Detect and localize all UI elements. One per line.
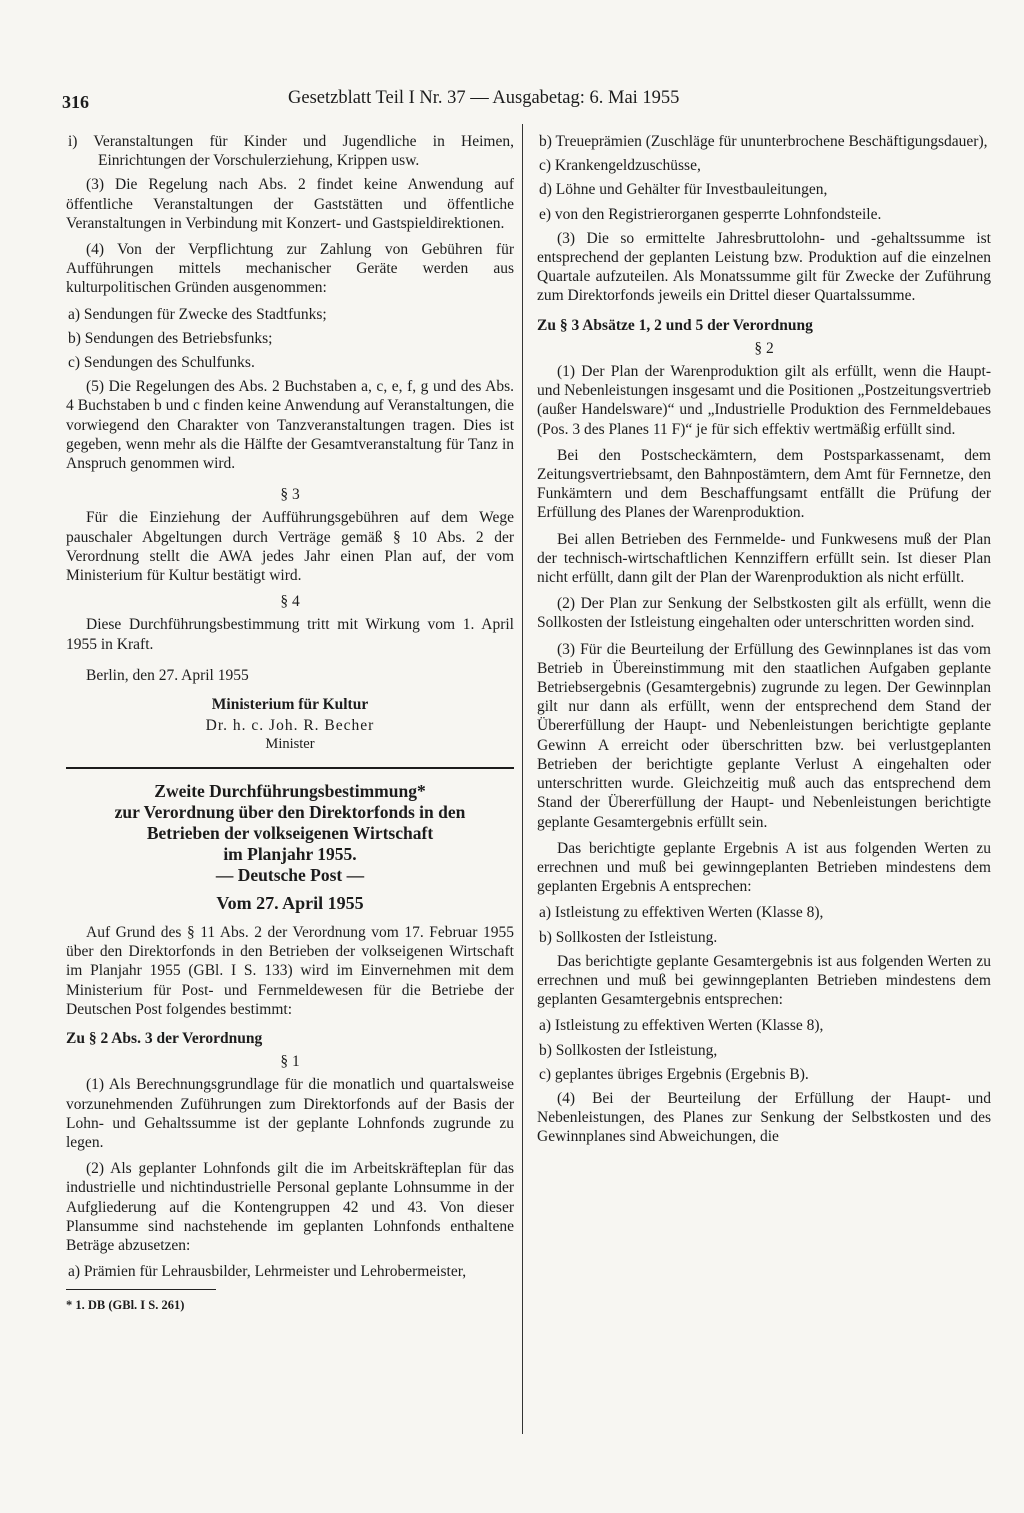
list-item: a) Istleistung zu effektiven Werten (Klasse 8), <box>539 904 824 922</box>
signature-name: Dr. h. c. Joh. R. Becher <box>205 717 375 735</box>
paragraph: (3) Die Regelung nach Abs. 2 findet keine Anwendung auf öffentliche Veranstaltungen der Gaststätten und öffentliche Veranstaltungen in Verbindung mit Konzert- und Gastspieldirektionen. <box>66 176 514 232</box>
list-item: a) Sendungen für Zwecke des Stadtfunks; <box>68 305 327 323</box>
paragraph: (1) Der Plan der Warenproduktion gilt als erfüllt, wenn die Haupt- und Nebenleistungen insgesamt und die Positionen „Postzeitungsvertrieb (außer Handelsware)“ und „Industrielle Produktion des Fernmeldebaues (Pos. 3 des Planes 11 F)“ je für sich effektiv wertmäßig erfüllt sind. <box>537 363 991 438</box>
paragraph: Bei allen Betrieben des Fernmelde- und Funkwesens muß der Plan der technisch-wirtschaftlichen Kennziffern erfüllt sein. Ist dieser Plan nicht erfüllt, dann gilt der Plan der Warenproduktion als nicht erfüllt. <box>537 530 991 587</box>
list-item: c) geplantes übriges Ergebnis (Ergebnis B). <box>539 1065 809 1083</box>
signature-organization: Ministerium für Kultur <box>211 696 369 714</box>
paragraph: Das berichtigte geplante Gesamtergebnis ist aus folgenden Werten zu errechnen und muß bei gewinngeplanten Betrieben mindestens dem geplanten Gesamtergebnis entsprechen: <box>537 952 991 1009</box>
list-item: c) Krankengeldzuschüsse, <box>539 157 701 175</box>
section-heading: Zu § 2 Abs. 3 der Verordnung <box>66 1029 263 1047</box>
paragraph: (2) Als geplanter Lohnfonds gilt die im Arbeitskräfteplan für das industrielle und nichtindustrielle Personal geplante Lohnsumme in der Aufgliederung auf die Kontengruppen 42 und 43. Von dieser Plansumme sind nachstehende im geplanten Lohnfonds enthaltene Beträge abzusetzen: <box>66 1160 514 1254</box>
right-column <box>537 132 991 1154</box>
list-item: b) Sendungen des Betriebsfunks; <box>68 329 273 347</box>
title-line: Zweite Durchführungsbestimmung* <box>154 780 426 801</box>
document-date: Vom 27. April 1955 <box>216 892 364 913</box>
paragraph: (2) Der Plan zur Senkung der Selbstkosten gilt als erfüllt, wenn die Sollkosten der Istleistung eingehalten oder unterschritten worden sind. <box>537 595 991 632</box>
section-heading: Zu § 3 Absätze 1, 2 und 5 der Verordnung <box>537 316 813 334</box>
title-line: Betrieben der volkseigenen Wirtschaft <box>146 822 434 843</box>
document-title <box>66 781 514 886</box>
list-item: e) von den Registrierorganen gesperrte Lohnfondsteile. <box>539 205 882 223</box>
section-heading: § 1 <box>280 1053 300 1071</box>
footnote-rule <box>66 1289 216 1290</box>
paragraph: Auf Grund des § 11 Abs. 2 der Verordnung vom 17. Februar 1955 über den Direktorfonds in den Betrieben der volkseigenen Wirtschaft im Planjahr 1955 (GBl. I S. 133) wird im Einvernehmen mit dem Ministerium für Post- und Fernmeldewesen für die Betriebe der Deutschen Post folgendes bestimmt: <box>66 923 514 1018</box>
paragraph: Für die Einziehung der Aufführungsgebühren auf dem Wege pauschaler Abgeltungen durch Verträge gemäß § 10 Abs. 2 der Verordnung stellt die AWA jedes Jahr einen Plan auf, der vom Ministerium für Kultur bestätigt wird. <box>66 509 514 585</box>
left-column <box>66 132 514 1323</box>
place-date: Berlin, den 27. April 1955 <box>86 666 249 684</box>
paragraph: Das berichtigte geplante Ergebnis A ist aus folgenden Werten zu errechnen und muß bei gewinngeplanten Betrieben mindestens dem geplanten Ergebnis A entsprechen: <box>537 839 991 896</box>
list-item: b) Treueprämien (Zuschläge für ununterbrochene Beschäftigungsdauer), <box>539 133 988 150</box>
footnote: * 1. DB (GBl. I S. 261) <box>66 1298 185 1313</box>
horizontal-rule <box>66 767 514 769</box>
list-item: b) Sollkosten der Istleistung. <box>539 928 718 946</box>
paragraph: (3) Für die Beurteilung der Erfüllung des Gewinnplanes ist das vom Betrieb in Übereinstimmung mit den staatlichen Aufgaben geplante Betriebsergebnis (Gesamtergebnis) zugrunde zu legen. Der Gewinnplan gilt nur dann als erfüllt, wenn der entsprechend dem Stand der Übererfüllung der Haupt- und Nebenleistungen berichtigte geplante Gewinn A erreicht oder überschritten bzw. bei verlustgeplanten Betrieben der berichtigte geplante Verlust A eingehalten oder unterschritten wurde. Gleichzeitig muß auch das entsprechend dem Stand der Übererfüllung der Haupt- und Nebenleistungen berichtigte geplante Gesamtergebnis erfüllt sein. <box>537 640 991 831</box>
paragraph: (3) Die so ermittelte Jahresbruttolohn- und -gehaltssumme ist entsprechend der geplanten Leistung bzw. Produktion auf die einzelnen Quartale aufzuteilen. Als Monatssumme gilt für Zwecke der Zuführung zum Direktorfonds jeweils ein Drittel dieser Quartalssumme. <box>537 229 991 305</box>
paragraph: (4) Bei der Beurteilung der Erfüllung der Haupt- und Nebenleistungen, des Planes zur Senkung der Selbstkosten und des Gewinnplanes sind Abweichungen, die <box>537 1089 991 1146</box>
title-line: im Planjahr 1955. <box>223 843 357 864</box>
running-head: Gesetzblatt Teil I Nr. 37 — Ausgabetag: 6. Mai 1955 <box>288 88 680 108</box>
signature-role: Minister <box>265 736 315 753</box>
section-heading: § 3 <box>280 486 300 504</box>
list-item: a) Prämien für Lehrausbilder, Lehrmeister und Lehrobermeister, <box>68 1263 467 1281</box>
page-number: 316 <box>62 92 89 112</box>
list-item: b) Sollkosten der Istleistung, <box>539 1041 718 1059</box>
page-header <box>62 88 762 118</box>
paragraph: (1) Als Berechnungsgrundlage für die monatlich und quartalsweise vorzunehmenden Zuführungen zum Direktorfonds auf der Basis der Lohn- und Gehaltssumme ist der geplante Lohnfonds zugrunde zu legen. <box>66 1076 514 1151</box>
list-item: i) Veranstaltungen für Kinder und Jugendliche in Heimen, Einrichtungen der Vorschulerziehung, Krippen usw. <box>68 133 514 170</box>
paragraph: (5) Die Regelungen des Abs. 2 Buchstaben a, c, e, f, g und des Abs. 4 Buchstaben b und c finden keine Anwendung auf Veranstaltungen, die vorwiegend den Charakter von Tanzveranstaltungen tragen. Dies ist gegeben, wenn mehr als die Hälfte der Gesamtveranstaltung für Tanz in Anspruch genommen wird. <box>66 378 514 473</box>
paragraph: Diese Durchführungsbestimmung tritt mit Wirkung vom 1. April 1955 in Kraft. <box>66 616 514 653</box>
paragraph: (4) Von der Verpflichtung zur Zahlung von Gebühren für Aufführungen mittels mechanischer Geräte werden aus kulturpolitischen Gründen ausgenommen: <box>66 241 514 297</box>
section-heading: § 4 <box>280 593 300 611</box>
list-item: a) Istleistung zu effektiven Werten (Klasse 8), <box>539 1017 824 1035</box>
title-line: zur Verordnung über den Direktorfonds in den <box>114 801 466 822</box>
column-divider <box>522 124 523 1434</box>
title-line: — Deutsche Post — <box>215 864 365 885</box>
section-heading: § 2 <box>754 339 774 357</box>
paragraph: Bei den Postscheckämtern, dem Postsparkassenamt, dem Zeitungsvertriebsamt, den Bahnpostämtern, dem Amt für Fernnetze, den Funkämtern und dem Beschaffungsamt entfällt die Prüfung der Erfüllung des Planes der Warenproduktion. <box>537 446 991 522</box>
list-item: c) Sendungen des Schulfunks. <box>68 354 255 372</box>
list-item: d) Löhne und Gehälter für Investbauleitungen, <box>539 181 828 199</box>
